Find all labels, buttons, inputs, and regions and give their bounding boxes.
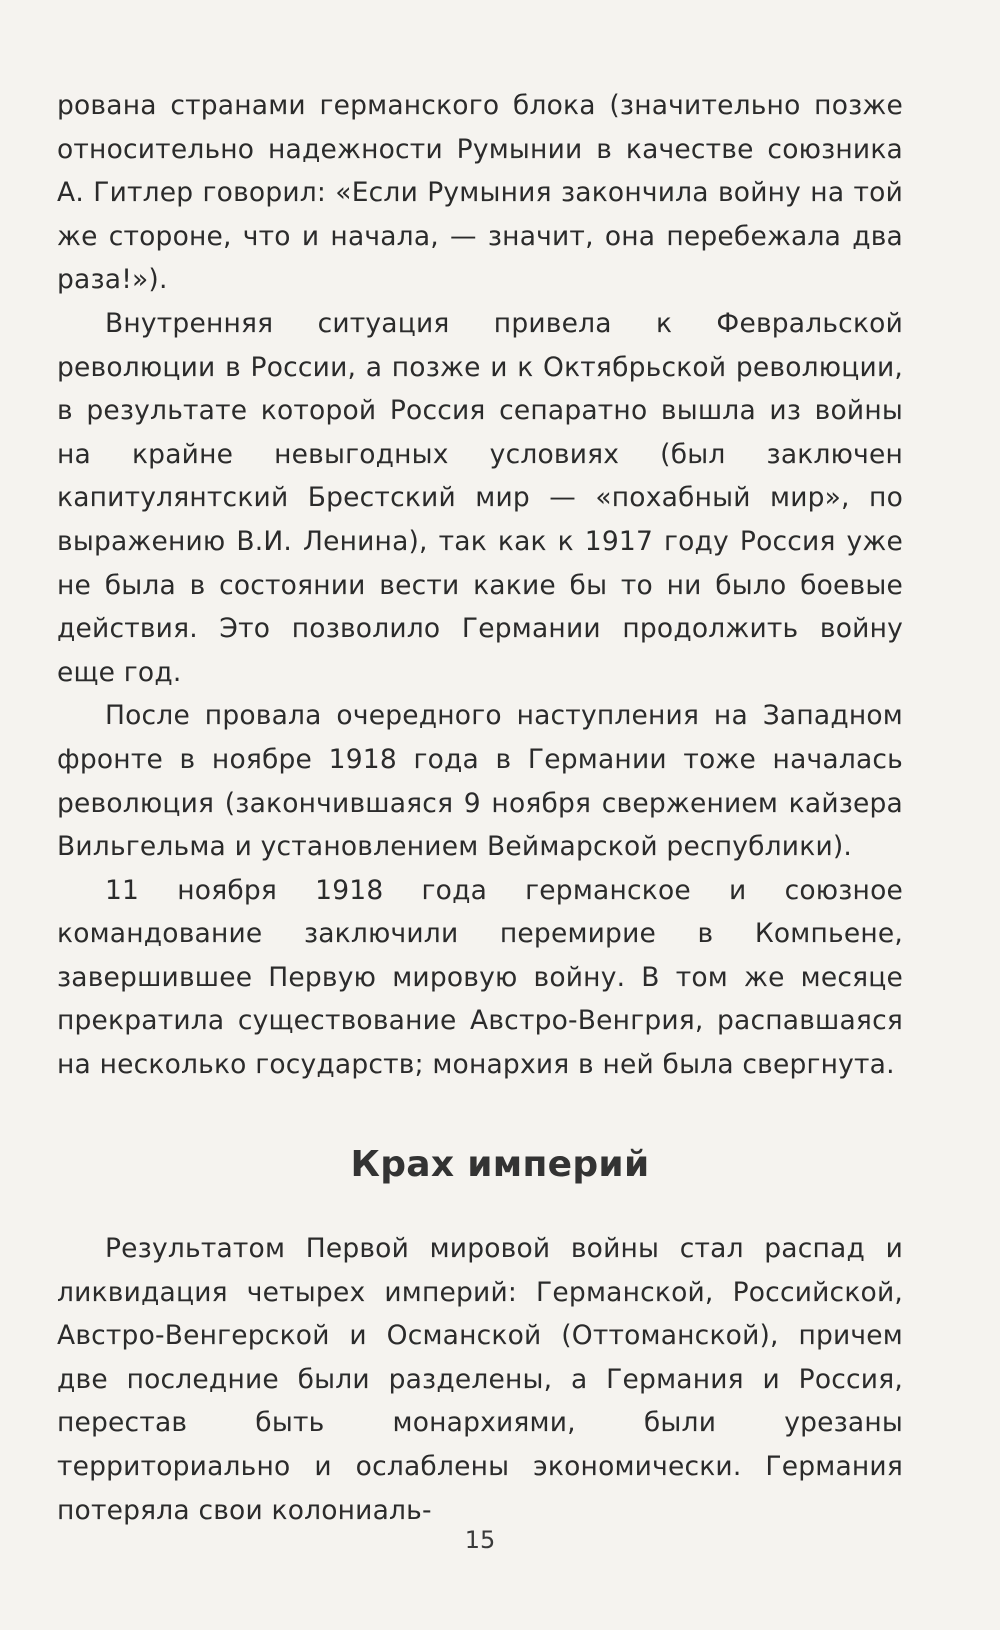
paragraph-internal-situation: Внутренняя ситуация привела к Февральской революции в России, а позже и к Октябрьской революции, в результате которой Россия сепаратно вышла из войны на крайне невыгодных условиях (был заключен капитулянтский Брестский мир — «похабный мир», по выражению В.И. Ленина), так как к 1917 году Россия уже не была в состоянии вести какие бы то ни было боевые действия. Это позволило Германии продолжить войну еще год. xyxy=(57,307,903,688)
paragraph-collapse-of-empires: Результатом Первой мировой войны стал распад и ликвидация четырех империй: Германской, Российской, Австро-Венгерской и Османской (Оттоманской), причем две последние были разделены, а Германия и Россия, перестав быть монархиями, были урезаны территориально и ослаблены экономически. Германия потеряла свои колониаль- xyxy=(57,1233,903,1526)
page-number: 15 xyxy=(464,1526,496,1554)
body-text-top xyxy=(57,84,903,1087)
paragraph-continued: рована странами германского блока (значительно позже относительно надежности Румынии в качестве союзника А. Гитлер говорил: «Если Румыния закончила войну на той же стороне, что и начала, — значит, она перебежала два раза!»). xyxy=(57,90,903,296)
section-heading: Крах империй xyxy=(350,1144,650,1185)
paragraph-armistice: 11 ноября 1918 года германское и союзное командование заключили перемирие в Компьене, завершившее Первую мировую войну. В том же месяце прекратила существование Австро-Венгрия, распавшаяся на несколько государств; монархия в ней была свергнута. xyxy=(57,874,903,1081)
body-text-bottom xyxy=(57,1227,903,1532)
paragraph-western-front: После провала очередного наступления на Западном фронте в ноябре 1918 года в Германии тоже началась революция (закончившаяся 9 ноября свержением кайзера Вильгельма и установлением Веймарской республики). xyxy=(57,700,903,863)
